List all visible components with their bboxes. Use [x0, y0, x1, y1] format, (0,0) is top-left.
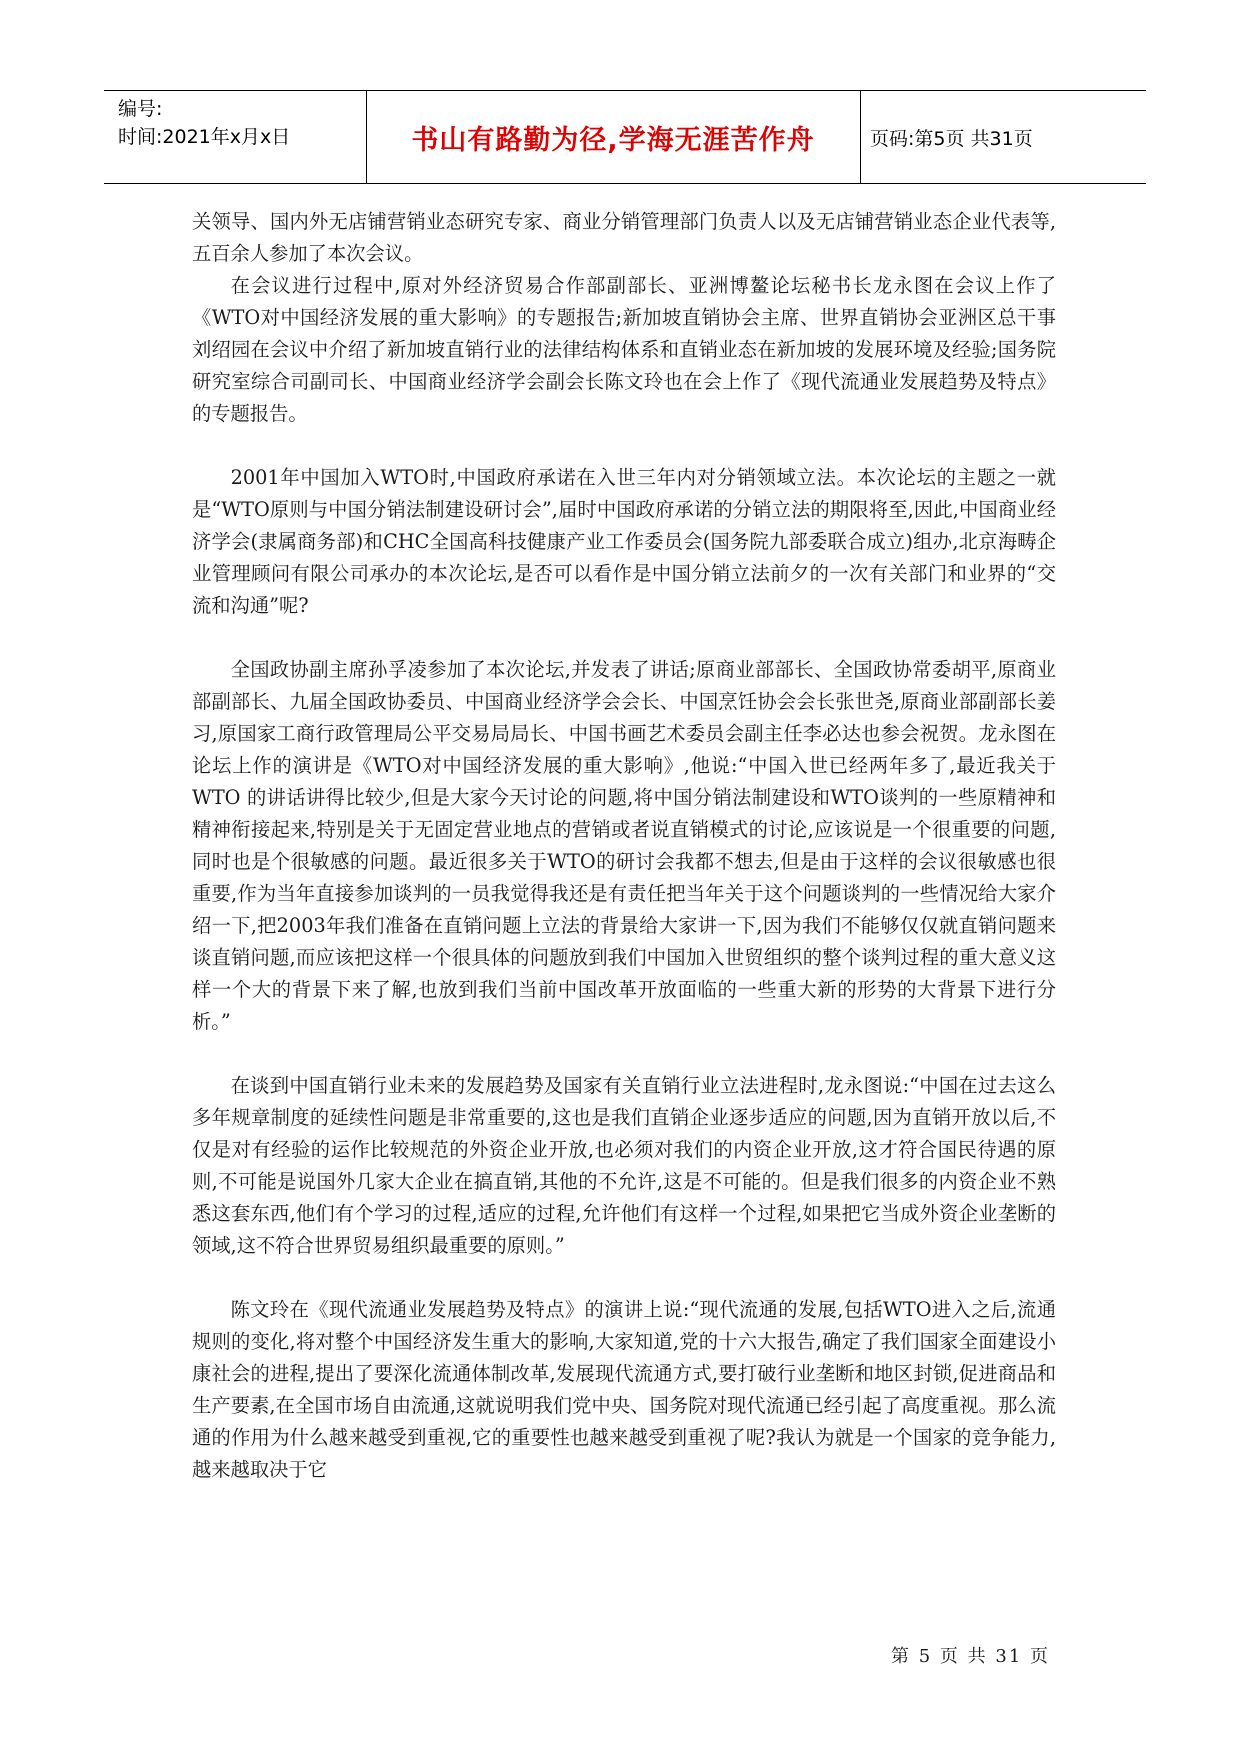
header-motto: 书山有路勤为径,学海无涯苦作舟	[411, 124, 815, 156]
document-time-label: 时间:2021年x月x日	[118, 126, 291, 148]
header-left-block	[118, 95, 290, 151]
header-divider-right	[860, 91, 861, 183]
paragraph-chen-wenling-speech: 陈文玲在《现代流通业发展趋势及特点》的演讲上说:“现代流通的发展,包括WTO进入之后,流通规则的变化,将对整个中国经济发生重大的影响,大家知道,党的十六大报告,确定了我们国家全面建设小康社会的进程,提出了要深化流通体制改革,发展现代流通方式,要打破行业垄断和地区封锁,促进商品和生产要素,在全国市场自由流通,这就说明我们党中央、国务院对现代流通已经引起了高度重视。那么流通的作用为什么越来越受到重视,它的重要性也越来越受到重视了呢?我认为就是一个国家的竞争能力,越来越取决于它	[192, 1298, 1056, 1481]
page-header	[104, 90, 1146, 184]
paragraph-long-yongtu-speech: 全国政协副主席孙孚凌参加了本次论坛,并发表了讲话;原商业部部长、全国政协常委胡平,原商业部副部长、九届全国政协委员、中国商业经济学会会长、中国烹饪协会会长张世尧,原商业部副部长姜习,原国家工商行政管理局公平交易局局长、中国书画艺术委员会副主任李必达也参会祝贺。龙永图在论坛上作的演讲是《WTO对中国经济发展的重大影响》,他说:“中国入世已经两年多了,最近我关于WTO 的讲话讲得比较少,但是大家今天讨论的问题,将中国分销法制建设和WTO谈判的一些原精神和精神衔接起来,特别是关于无固定营业地点的营销或者说直销模式的讨论,应该说是一个很重要的问题,同时也是个很敏感的问题。最近很多关于WTO的研讨会我都不想去,但是由于这样的会议很敏感也很重要,作为当年直接参加谈判的一员我觉得我还是有责任把当年关于这个问题谈判的一些情况给大家介绍一下,把2003年我们准备在直销问题上立法的背景给大家讲一下,因为我们不能够仅仅就直销问题来谈直销问题,而应该把这样一个很具体的问题放到我们中国加入世贸组织的整个谈判过程的重大意义这样一个大的背景下来了解,也放到我们当前中国改革开放面临的一些重大新的形势的大背景下进行分析。”	[192, 658, 1056, 1033]
paragraph-meeting-reports: 在会议进行过程中,原对外经济贸易合作部副部长、亚洲博鳌论坛秘书长龙永图在会议上作了《WTO对中国经济发展的重大影响》的专题报告;新加坡直销协会主席、世界直销协会亚洲区总干事刘绍园在会议中介绍了新加坡直销行业的法律结构体系和直销业态在新加坡的发展环境及经验;国务院研究室综合司副司长、中国商业经济学会副会长陈文玲也在会上作了《现代流通业发展趋势及特点》的专题报告。	[192, 274, 1056, 425]
document-body	[192, 206, 1056, 1486]
paragraph-wto-legislation: 2001年中国加入WTO时,中国政府承诺在入世三年内对分销领域立法。本次论坛的主题之一就是“WTO原则与中国分销法制建设研讨会”,届时中国政府承诺的分销立法的期限将至,因此,中国商业经济学会(隶属商务部)和CHC全国高科技健康产业工作委员会(国务院九部委联合成立)组办,北京海畴企业管理顾问有限公司承办的本次论坛,是否可以看作是中国分销立法前夕的一次有关部门和业界的“交流和沟通”呢?	[192, 466, 1056, 617]
paragraph-continuation: 关领导、国内外无店铺营销业态研究专家、商业分销管理部门负责人以及无店铺营销业态企业代表等,五百余人参加了本次会议。	[192, 210, 1056, 265]
paragraph-direct-sales-trend: 在谈到中国直销行业未来的发展趋势及国家有关直销行业立法进程时,龙永图说:“中国在过去这么多年规章制度的延续性问题是非常重要的,这也是我们直销企业逐步适应的问题,因为直销开放以后,不仅是对有经验的运作比较规范的外资企业开放,也必须对我们的内资企业开放,这才符合国民待遇的原则,不可能是说国外几家大企业在搞直销,其他的不允许,这是不可能的。但是我们很多的内资企业不熟悉这套东西,他们有个学习的过程,适应的过程,允许他们有这样一个过程,如果把它当成外资企业垄断的领域,这不符合世界贸易组织最重要的原则。”	[192, 1074, 1056, 1257]
document-number-label: 编号:	[118, 98, 163, 120]
header-page-number: 页码:第5页 共31页	[870, 127, 1033, 150]
page-footer: 第 5 页 共 31 页	[891, 1646, 1050, 1667]
header-divider-left	[366, 91, 367, 183]
